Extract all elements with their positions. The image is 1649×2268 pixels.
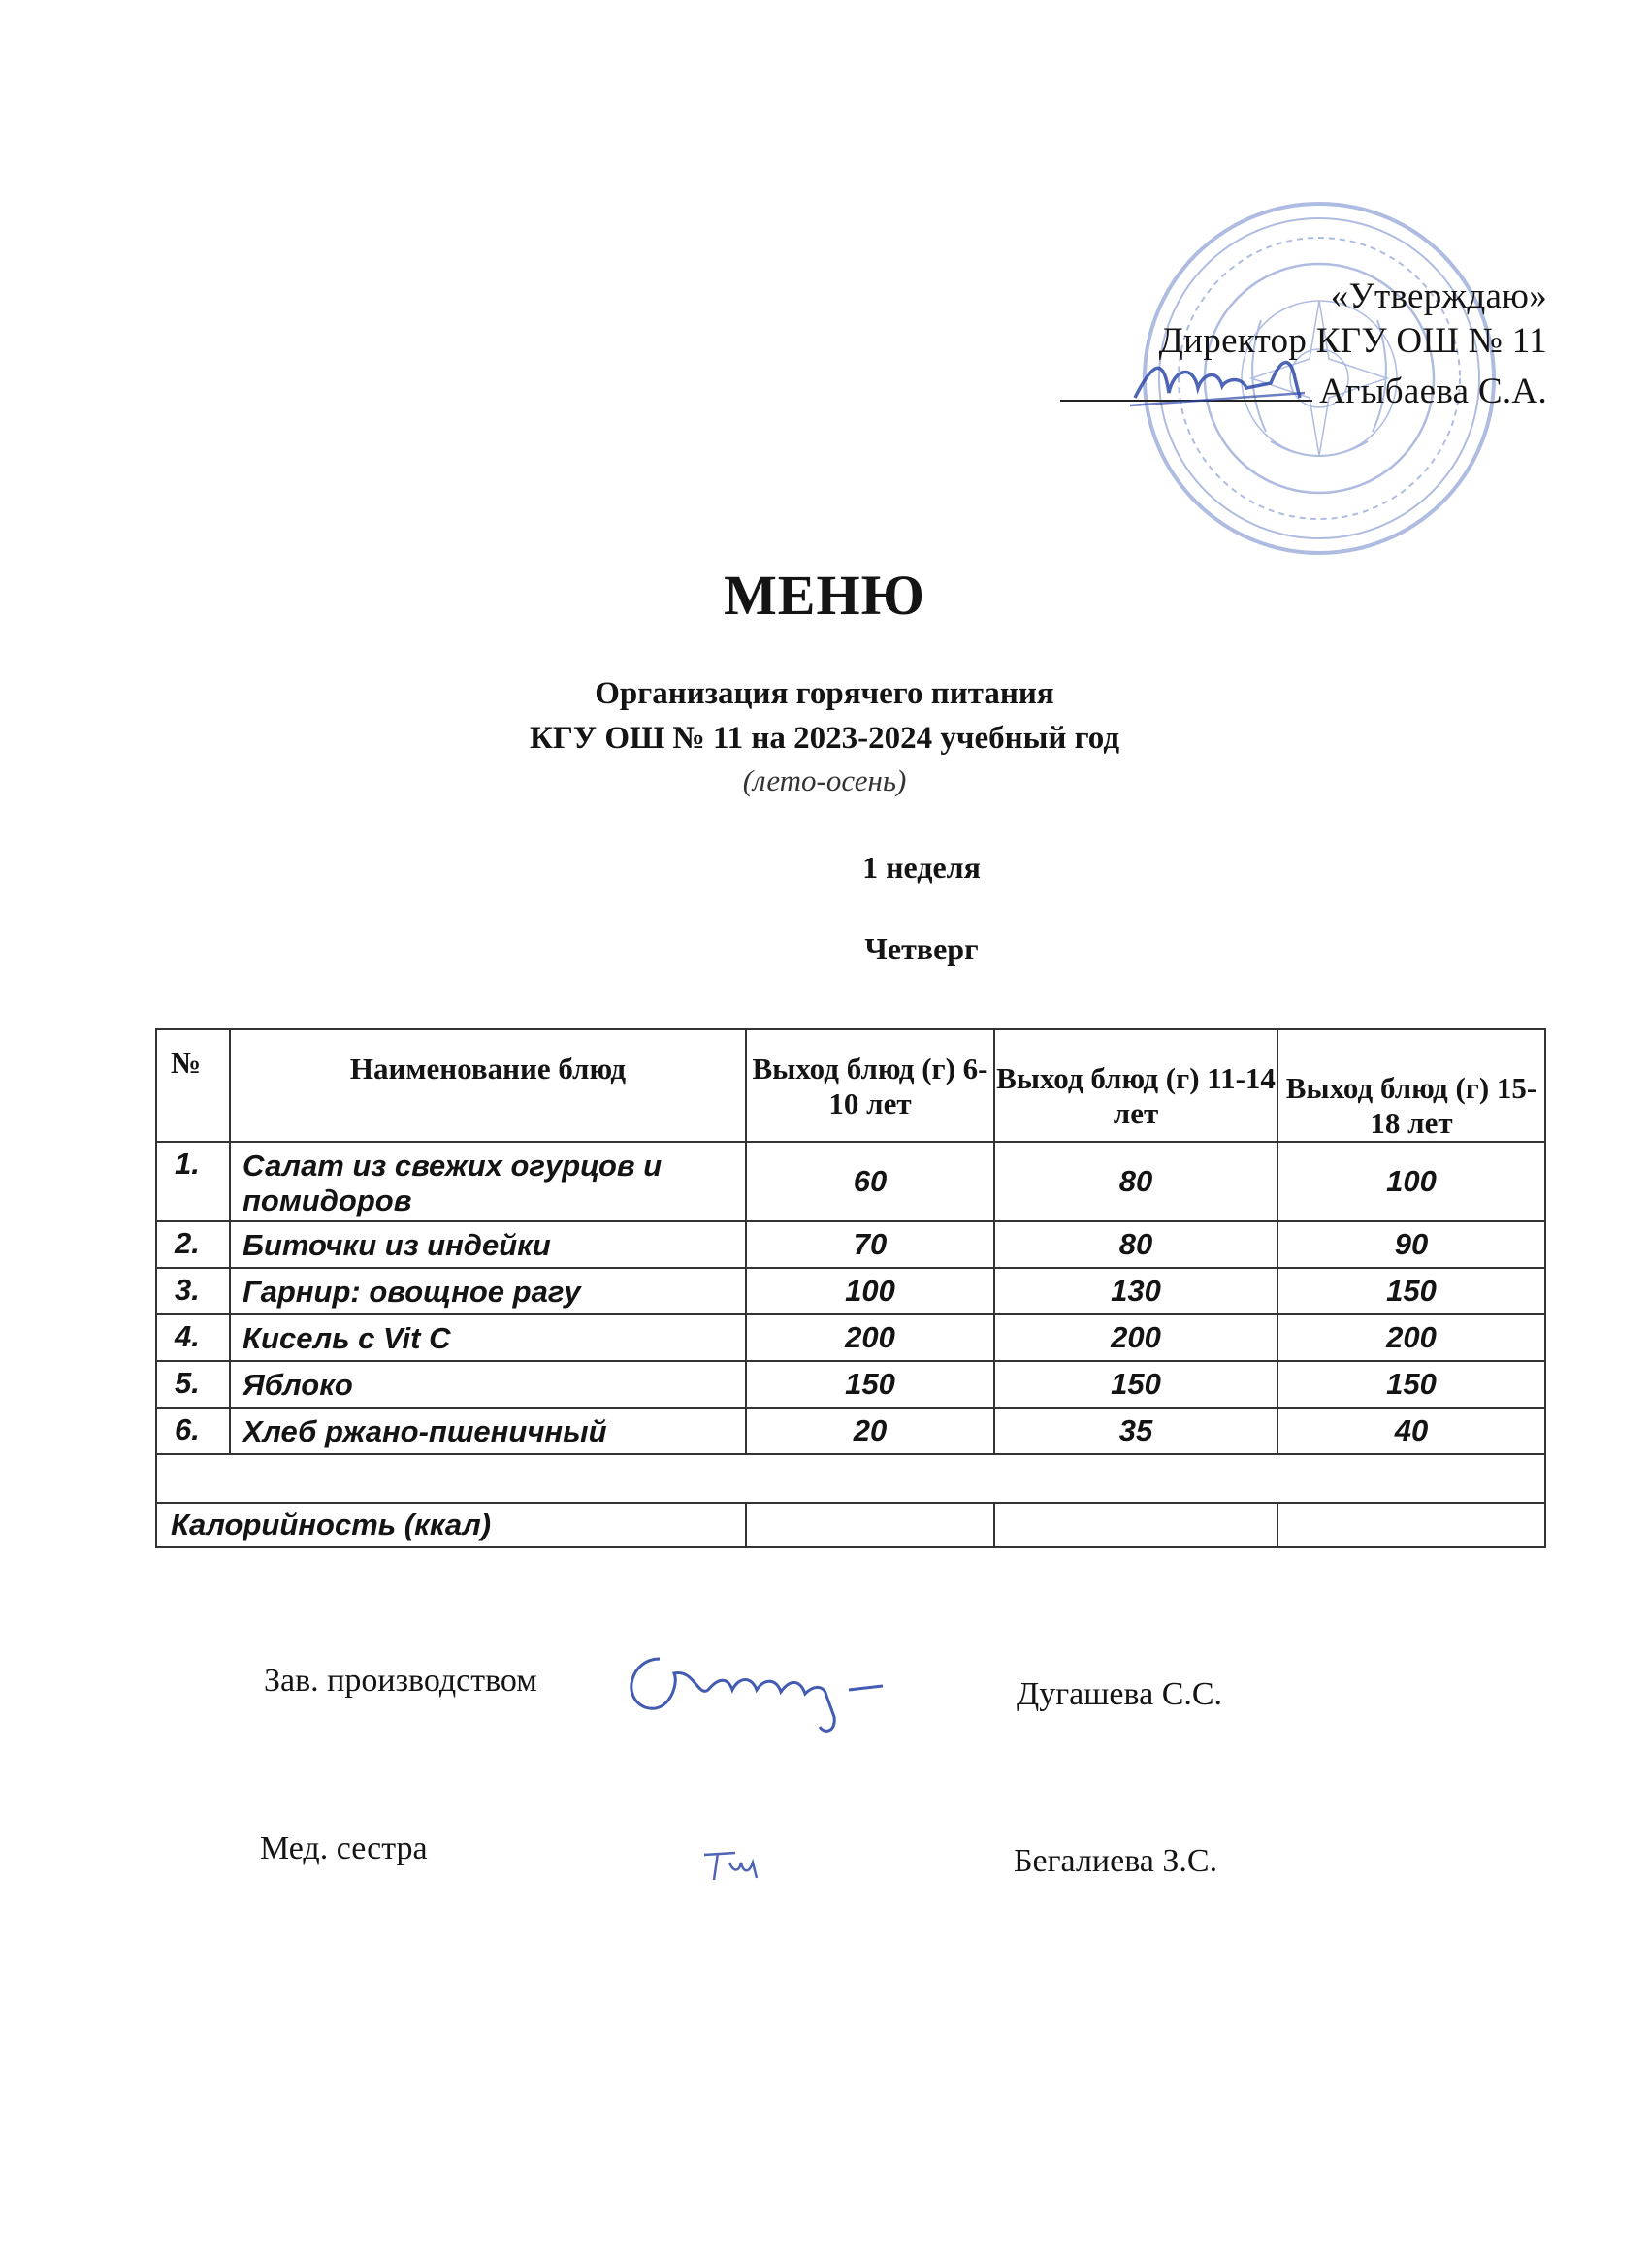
portion-6-10: 100 bbox=[746, 1268, 994, 1314]
column-header-age-15-18: Выход блюд (г) 15-18 лет bbox=[1277, 1029, 1545, 1142]
row-number: 5. bbox=[156, 1361, 230, 1408]
table-row bbox=[156, 1221, 1545, 1268]
production-manager-signature bbox=[601, 1630, 922, 1746]
portion-15-18: 150 bbox=[1277, 1268, 1545, 1314]
menu-table bbox=[155, 1028, 1546, 1548]
approval-name: Агыбаева С.А. bbox=[1319, 372, 1547, 411]
portion-15-18: 90 bbox=[1277, 1221, 1545, 1268]
calories-label: Калорийность (ккал) bbox=[156, 1503, 746, 1547]
dish-name: Биточки из индейки bbox=[230, 1221, 746, 1268]
portion-15-18: 150 bbox=[1277, 1361, 1545, 1408]
nurse-role: Мед. сестра bbox=[260, 1831, 428, 1866]
portion-15-18: 200 bbox=[1277, 1314, 1545, 1361]
nurse-name: Бегалиева З.С. bbox=[1014, 1843, 1218, 1879]
week-label: 1 неделя bbox=[862, 850, 981, 885]
day-label: Четверг bbox=[864, 931, 979, 966]
portion-11-14: 200 bbox=[994, 1314, 1277, 1361]
portion-6-10: 70 bbox=[746, 1221, 994, 1268]
dish-name: Гарнир: овощное рагу bbox=[230, 1268, 746, 1314]
empty-cell bbox=[156, 1454, 1545, 1503]
portion-6-10: 60 bbox=[746, 1142, 994, 1221]
column-header-age-11-14: Выход блюд (г) 11-14 лет bbox=[994, 1029, 1277, 1142]
approval-title: «Утверждаю» bbox=[1330, 276, 1547, 316]
portion-11-14: 35 bbox=[994, 1408, 1277, 1454]
column-header-number: № bbox=[156, 1029, 230, 1142]
portion-6-10: 20 bbox=[746, 1408, 994, 1454]
table-row bbox=[156, 1142, 1545, 1221]
document-season: (лето-осень) bbox=[742, 763, 907, 797]
table-row bbox=[156, 1268, 1545, 1314]
table-row bbox=[156, 1361, 1545, 1408]
dish-name: Хлеб ржано-пшеничный bbox=[230, 1408, 746, 1454]
column-header-age-6-10: Выход блюд (г) 6-10 лет bbox=[746, 1029, 994, 1142]
portion-11-14: 130 bbox=[994, 1268, 1277, 1314]
calories-11-14 bbox=[994, 1503, 1277, 1547]
table-header-row bbox=[156, 1029, 1545, 1142]
document-subtitle-line2: КГУ ОШ № 11 на 2023-2024 учебный год bbox=[529, 721, 1120, 756]
dish-name: Салат из свежих огурцов и помидоров bbox=[230, 1142, 746, 1221]
portion-11-14: 80 bbox=[994, 1142, 1277, 1221]
portion-11-14: 150 bbox=[994, 1361, 1277, 1408]
row-number: 2. bbox=[156, 1221, 230, 1268]
approval-role: Директор КГУ ОШ № 11 bbox=[1158, 321, 1547, 361]
portion-15-18: 100 bbox=[1277, 1142, 1545, 1221]
table-row-empty bbox=[156, 1454, 1545, 1503]
table-row bbox=[156, 1314, 1545, 1361]
dish-name: Кисель с Vit C bbox=[230, 1314, 746, 1361]
calories-6-10 bbox=[746, 1503, 994, 1547]
column-header-dish: Наименование блюд bbox=[230, 1029, 746, 1142]
document-subtitle-line1: Организация горячего питания bbox=[595, 676, 1054, 711]
production-manager-name: Дугашева С.С. bbox=[1017, 1676, 1223, 1712]
row-number: 3. bbox=[156, 1268, 230, 1314]
portion-11-14: 80 bbox=[994, 1221, 1277, 1268]
director-signature bbox=[1125, 340, 1310, 427]
row-number: 6. bbox=[156, 1408, 230, 1454]
calories-row bbox=[156, 1503, 1545, 1547]
nurse-signature bbox=[696, 1843, 774, 1886]
table-row bbox=[156, 1408, 1545, 1454]
row-number: 4. bbox=[156, 1314, 230, 1361]
calories-15-18 bbox=[1277, 1503, 1545, 1547]
production-manager-role: Зав. производством bbox=[264, 1663, 537, 1699]
portion-6-10: 150 bbox=[746, 1361, 994, 1408]
portion-15-18: 40 bbox=[1277, 1408, 1545, 1454]
portion-6-10: 200 bbox=[746, 1314, 994, 1361]
document-title: МЕНЮ bbox=[724, 564, 925, 627]
dish-name: Яблоко bbox=[230, 1361, 746, 1408]
row-number: 1. bbox=[156, 1142, 230, 1221]
